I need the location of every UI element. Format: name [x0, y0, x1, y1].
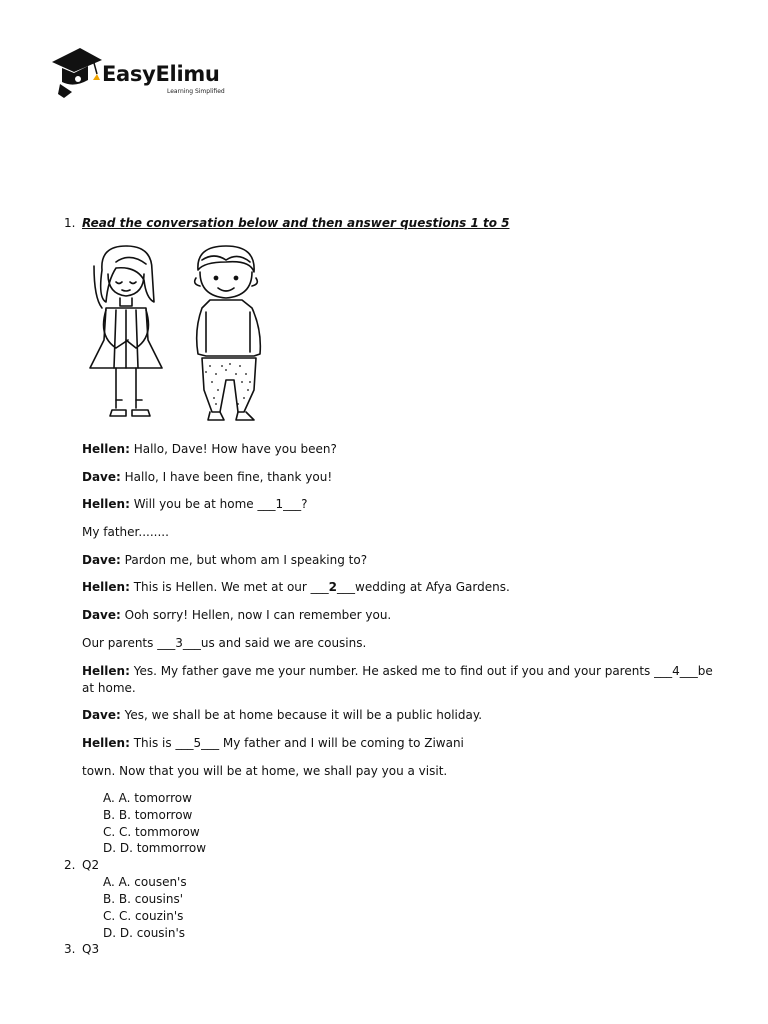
conversation-line	[82, 497, 308, 511]
conversation-line	[82, 736, 464, 750]
conversation-line	[82, 608, 391, 622]
answer-option[interactable]	[103, 875, 187, 889]
dialogue-text: This is Hellen. We met at our ___	[129, 580, 329, 594]
option-letter: A.	[103, 875, 115, 889]
option-text: A. cousen's	[118, 875, 187, 889]
logo-tagline: Learning Simplified	[167, 88, 225, 95]
question-number-2: 2.	[64, 858, 76, 872]
option-letter: D.	[103, 926, 117, 940]
dialogue-text: Pardon me, but whom am I speaking to?	[120, 553, 368, 567]
option-letter: C.	[103, 825, 116, 839]
conversation-line	[82, 442, 337, 456]
speaker-name: Hellen:	[82, 442, 130, 456]
conversation-line	[82, 663, 722, 697]
dialogue-text: Our parents ___3___us and said we are cousins.	[82, 636, 367, 650]
answer-option[interactable]	[103, 909, 183, 923]
dialogue-text: Hallo, I have been fine, thank you!	[120, 470, 333, 484]
question-1-instruction: Read the conversation below and then answer questions 1 to 5	[82, 216, 510, 230]
dialogue-text: Hallo, Dave! How have you been?	[129, 442, 337, 456]
question-number-3: 3.	[64, 942, 76, 956]
option-letter: A.	[103, 791, 115, 805]
answer-option[interactable]	[103, 926, 185, 940]
conversation-line	[82, 580, 510, 594]
answer-option[interactable]	[103, 892, 183, 906]
speaker-name: Hellen:	[82, 736, 130, 750]
option-letter: C.	[103, 909, 116, 923]
dialogue-text: Yes. My father gave me your number. He asked me to find out if you and your parents ___4___be at home.	[82, 664, 713, 695]
option-text: B. tomorrow	[118, 808, 193, 822]
speaker-name: Dave:	[82, 470, 121, 484]
option-letter: B.	[103, 892, 116, 906]
girl-figure	[90, 246, 162, 416]
speaker-name: Dave:	[82, 708, 121, 722]
option-text: B. cousins'	[118, 892, 184, 906]
speaker-name: Hellen:	[82, 580, 130, 594]
option-text: D. tommorrow	[119, 841, 207, 855]
conversation-line	[82, 525, 169, 539]
speaker-name: Dave:	[82, 608, 121, 622]
speaker-name: Hellen:	[82, 497, 130, 511]
question-3-title: Q3	[82, 942, 100, 956]
dialogue-text: Will you be at home ___1___?	[129, 497, 308, 511]
conversation-line	[82, 708, 482, 722]
option-letter: D.	[103, 841, 117, 855]
dialogue-text: Ooh sorry! Hellen, now I can remember you.	[120, 608, 392, 622]
conversation-line	[82, 636, 366, 650]
logo-wordmark: EasyElimu	[102, 62, 220, 86]
option-text: A. tomorrow	[118, 791, 192, 805]
dialogue-text: This is ___5___ My father and I will be coming to Ziwani	[129, 736, 464, 750]
conversation-line	[82, 470, 332, 484]
dialogue-text: ___wedding at Afya Gardens.	[337, 580, 510, 594]
speaker-name: Dave:	[82, 553, 121, 567]
answer-option[interactable]	[103, 841, 206, 855]
graduation-cap-icon	[50, 44, 106, 100]
answer-option[interactable]	[103, 825, 200, 839]
question-2-title: Q2	[82, 858, 100, 872]
conversation-line	[82, 553, 367, 567]
option-text: D. cousin's	[119, 926, 186, 940]
option-text: C. couzin's	[119, 909, 184, 923]
dialogue-text: Yes, we shall be at home because it will be a public holiday.	[120, 708, 483, 722]
option-letter: B.	[103, 808, 116, 822]
speaker-name: Hellen:	[82, 664, 130, 678]
option-text: C. tommorow	[119, 825, 200, 839]
answer-option[interactable]	[103, 808, 192, 822]
answer-option[interactable]	[103, 791, 192, 805]
conversation-line	[82, 764, 447, 778]
dialogue-text: town. Now that you will be at home, we shall pay you a visit.	[82, 764, 448, 778]
question-number-1: 1.	[64, 216, 76, 230]
blank-number: 2	[328, 580, 338, 594]
dialogue-text: My father........	[82, 525, 169, 539]
easyelimu-logo[interactable]	[50, 44, 250, 100]
children-illustration	[86, 240, 266, 430]
boy-figure	[195, 246, 261, 420]
